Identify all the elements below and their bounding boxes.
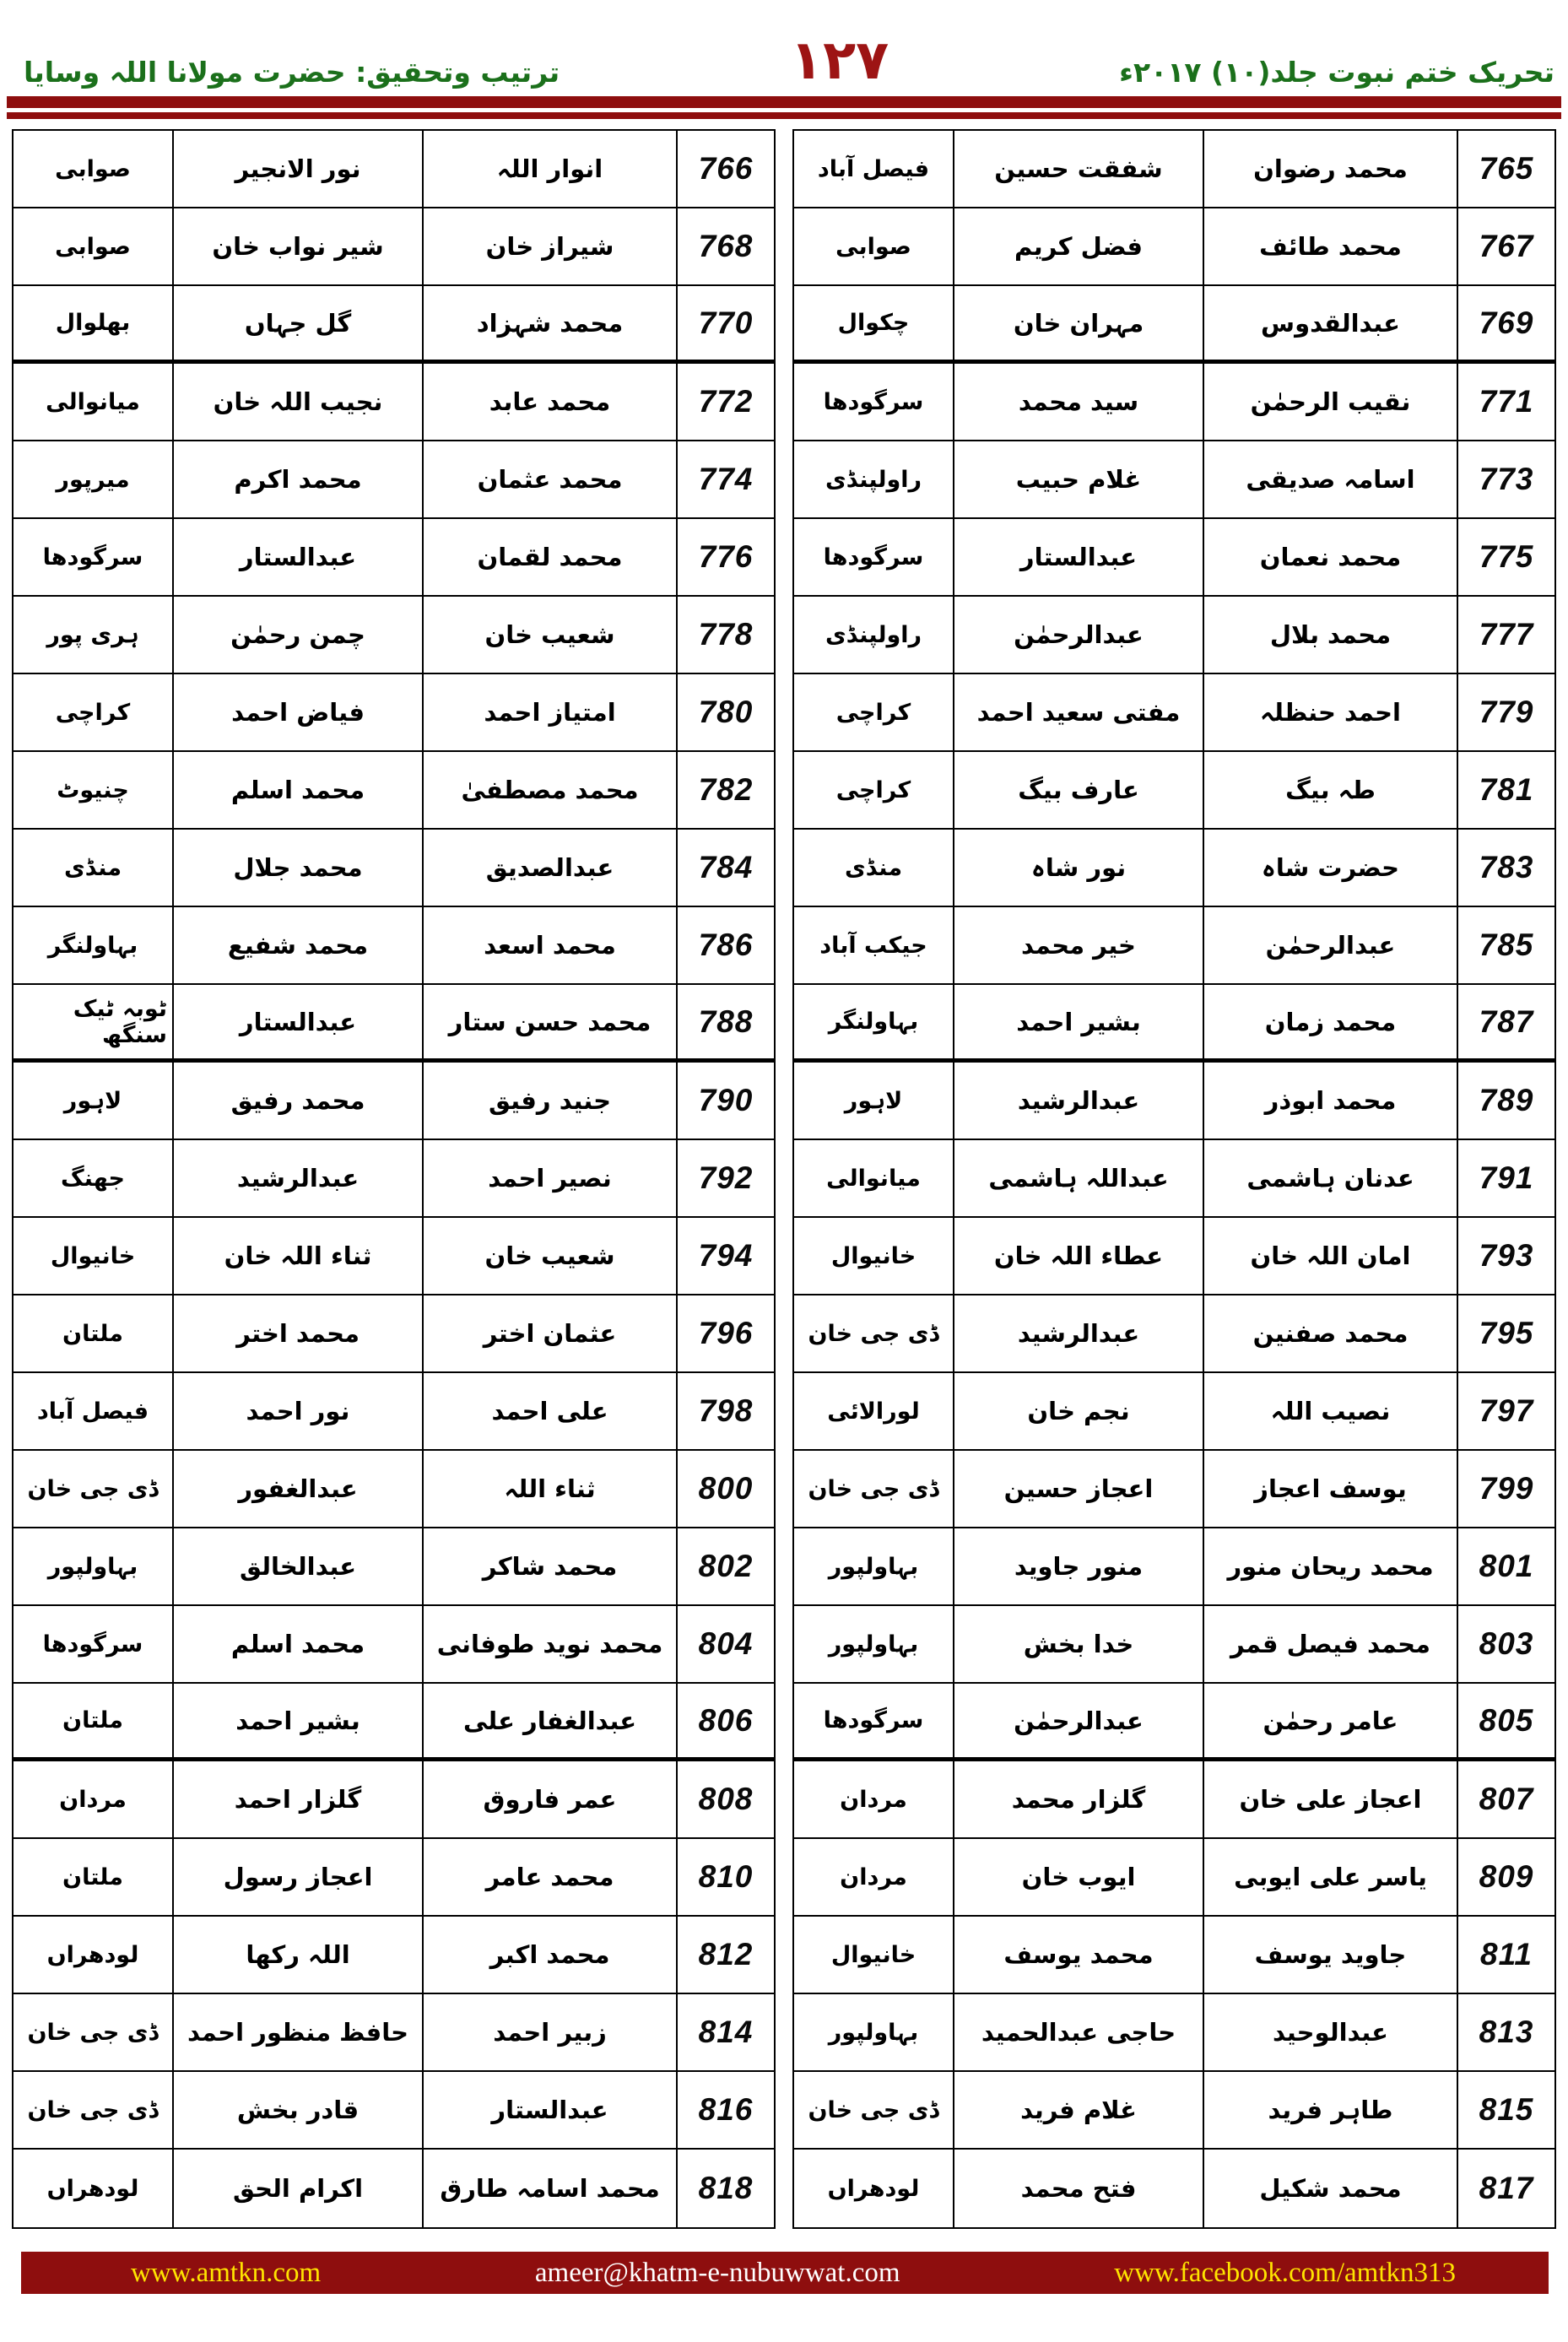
entry-789-father: عبدالرشید [953, 1063, 1203, 1139]
entry-793-father: عطاء اللہ خان [953, 1218, 1203, 1294]
entry-802-father: عبدالخالق [172, 1528, 422, 1604]
table-row [794, 519, 1554, 597]
entry-770-father: گل جہاں [172, 286, 422, 360]
entry-766-name: انوار اللہ [422, 131, 676, 207]
entry-796-name: عثمان اختر [422, 1295, 676, 1371]
entry-778-no: 778 [676, 597, 774, 673]
entry-766-no: 766 [676, 131, 774, 207]
entry-813-name: عبدالوحید [1203, 1994, 1457, 2070]
entry-784-city: منڈی [63, 854, 122, 881]
entry-811-no: 811 [1457, 1917, 1554, 1993]
entry-804-city: سرگودھا [42, 1631, 143, 1658]
entry-768-father: شیر نواب خان [172, 208, 422, 284]
table-row [794, 364, 1554, 441]
entry-775-name: محمد نعمان [1203, 519, 1457, 595]
entry-814-name: زبیر احمد [422, 1994, 676, 2070]
entry-767-no: 767 [1457, 208, 1554, 284]
entry-775-no: 775 [1457, 519, 1554, 595]
members-register-table [12, 129, 1556, 2229]
entry-794-name: شعیب خان [422, 1218, 676, 1294]
entry-780-name: امتیاز احمد [422, 674, 676, 750]
entry-801-city: بہاولپور [828, 1553, 919, 1580]
entry-804-name: محمد نوید طوفانی [422, 1606, 676, 1682]
entry-778-name: شعیب خان [422, 597, 676, 673]
entry-805-name: عامر رحمٰن [1203, 1684, 1457, 1757]
entry-798-father: نور احمد [172, 1373, 422, 1449]
entry-794-father: ثناء اللہ خان [172, 1218, 422, 1294]
entry-784-name: عبدالصدیق [422, 830, 676, 906]
entry-810-father: اعجاز رسول [172, 1839, 422, 1915]
entry-768-city: صوابی [55, 233, 131, 260]
entry-772-city: میانوالی [46, 388, 140, 415]
entry-797-father: نجم خان [953, 1373, 1203, 1449]
entry-789-city: لاہور [844, 1087, 903, 1114]
entry-787-city: بہاولنگر [828, 1009, 919, 1035]
footer-facebook-link: www.facebook.com/amtkn313 [1114, 2257, 1456, 2288]
entry-779-name: احمد حنظلہ [1203, 674, 1457, 750]
entry-774-city: میرپور [56, 466, 130, 493]
table-row [794, 985, 1554, 1063]
entry-787-no: 787 [1457, 985, 1554, 1058]
entry-816-name: عبدالستار [422, 2072, 676, 2148]
table-row [14, 1761, 774, 1839]
entry-783-city: منڈی [844, 854, 903, 881]
table-row [794, 1994, 1554, 2072]
entry-769-name: عبدالقدوس [1203, 286, 1457, 360]
table-row [14, 985, 774, 1063]
entry-788-no: 788 [676, 985, 774, 1058]
table-row [14, 1451, 774, 1528]
entry-784-no: 784 [676, 830, 774, 906]
entry-772-no: 772 [676, 364, 774, 440]
entry-812-city: لودھراں [46, 1941, 139, 1968]
table-row [14, 752, 774, 830]
entry-765-name: محمد رضوان [1203, 131, 1457, 207]
table-row [794, 1140, 1554, 1218]
entry-793-city: خانیوال [830, 1242, 916, 1269]
entry-794-city: خانیوال [50, 1242, 136, 1269]
table-row [794, 674, 1554, 752]
entry-808-city: مردان [59, 1786, 127, 1813]
entry-787-father: بشیر احمد [953, 985, 1203, 1058]
entry-799-city: ڈی جی خان [808, 1475, 939, 1502]
entry-802-no: 802 [676, 1528, 774, 1604]
entry-776-father: عبدالستار [172, 519, 422, 595]
entry-808-no: 808 [676, 1761, 774, 1837]
entry-791-city: میانوالی [826, 1165, 921, 1192]
entry-796-father: محمد اختر [172, 1295, 422, 1371]
entry-791-no: 791 [1457, 1140, 1554, 1216]
book-title-text: تحریک ختم نبوت جلد(۱۰) ۲۰۱۷ء [1119, 56, 1554, 89]
entry-785-name: عبدالرحمٰن [1203, 907, 1457, 983]
entry-815-city: ڈی جی خان [808, 2096, 939, 2123]
entry-795-city: ڈی جی خان [808, 1320, 939, 1347]
entry-782-father: محمد اسلم [172, 752, 422, 828]
table-row [794, 1528, 1554, 1606]
entry-815-no: 815 [1457, 2072, 1554, 2148]
entry-803-name: محمد فیصل قمر [1203, 1606, 1457, 1682]
entry-786-name: محمد اسعد [422, 907, 676, 983]
entry-809-name: یاسر علی ایوبی [1203, 1839, 1457, 1915]
entry-797-no: 797 [1457, 1373, 1554, 1449]
entry-816-father: قادر بخش [172, 2072, 422, 2148]
entry-813-city: بہاولپور [828, 2019, 919, 2046]
entry-783-father: نور شاہ [953, 830, 1203, 906]
table-row [794, 1606, 1554, 1684]
entry-782-city: چنیوٹ [57, 776, 129, 803]
entry-805-father: عبدالرحمٰن [953, 1684, 1203, 1757]
entry-797-city: لورالائی [827, 1398, 920, 1425]
entry-798-no: 798 [676, 1373, 774, 1449]
entry-779-city: کراچی [835, 699, 911, 726]
entry-813-father: حاجی عبدالحمید [953, 1994, 1203, 2070]
entry-803-father: خدا بخش [953, 1606, 1203, 1682]
entry-806-no: 806 [676, 1684, 774, 1757]
entry-766-father: نور الانجیر [172, 131, 422, 207]
entry-803-city: بہاولپور [828, 1631, 919, 1658]
entry-796-city: ملتان [62, 1320, 123, 1347]
entry-771-father: سید محمد [953, 364, 1203, 440]
entry-793-name: امان اللہ خان [1203, 1218, 1457, 1294]
entry-773-no: 773 [1457, 441, 1554, 517]
entry-790-city: لاہور [63, 1087, 122, 1114]
entry-800-name: ثناء اللہ [422, 1451, 676, 1527]
table-row [14, 1994, 774, 2072]
entry-809-no: 809 [1457, 1839, 1554, 1915]
entry-768-no: 768 [676, 208, 774, 284]
entry-769-no: 769 [1457, 286, 1554, 360]
entry-814-city: ڈی جی خان [27, 2019, 159, 2046]
entry-803-no: 803 [1457, 1606, 1554, 1682]
entry-790-father: محمد رفیق [172, 1063, 422, 1139]
entry-769-father: مہران خان [953, 286, 1203, 360]
entry-786-no: 786 [676, 907, 774, 983]
entry-795-name: محمد صفنین [1203, 1295, 1457, 1371]
entry-772-name: محمد عابد [422, 364, 676, 440]
entry-777-no: 777 [1457, 597, 1554, 673]
table-row [14, 1684, 774, 1761]
entry-773-father: غلام حبیب [953, 441, 1203, 517]
entry-777-father: عبدالرحمٰن [953, 597, 1203, 673]
table-row [14, 364, 774, 441]
entry-815-name: طاہر فرید [1203, 2072, 1457, 2148]
entry-793-no: 793 [1457, 1218, 1554, 1294]
entry-799-father: اعجاز حسین [953, 1451, 1203, 1527]
entry-816-city: ڈی جی خان [27, 2096, 159, 2123]
table-row [14, 1295, 774, 1373]
entry-772-father: نجیب اللہ خان [172, 364, 422, 440]
table-row [14, 441, 774, 519]
entry-781-father: عارف بیگ [953, 752, 1203, 828]
entry-794-no: 794 [676, 1218, 774, 1294]
entry-778-city: ہری پور [46, 621, 139, 648]
entry-807-no: 807 [1457, 1761, 1554, 1837]
table-row [14, 1839, 774, 1917]
table-row [14, 1373, 774, 1451]
table-row [14, 1917, 774, 1994]
entry-768-name: شیراز خان [422, 208, 676, 284]
entry-774-name: محمد عثمان [422, 441, 676, 517]
table-row [794, 2072, 1554, 2150]
page-number: ۱۲۷ [790, 30, 889, 92]
entry-800-father: عبدالغفور [172, 1451, 422, 1527]
entry-780-city: کراچی [55, 699, 131, 726]
entry-765-city: فیصل آباد [817, 155, 930, 182]
entry-789-no: 789 [1457, 1063, 1554, 1139]
entry-801-name: محمد ریحان منور [1203, 1528, 1457, 1604]
entry-780-father: فیاض احمد [172, 674, 422, 750]
entry-791-father: عبداللہ ہاشمی [953, 1140, 1203, 1216]
entry-805-no: 805 [1457, 1684, 1554, 1757]
table-row [14, 1063, 774, 1140]
entry-799-no: 799 [1457, 1451, 1554, 1527]
entry-776-no: 776 [676, 519, 774, 595]
entry-765-no: 765 [1457, 131, 1554, 207]
entry-771-name: نقیب الرحمٰن [1203, 364, 1457, 440]
entry-770-name: محمد شہزاد [422, 286, 676, 360]
entry-818-father: اکرام الحق [172, 2150, 422, 2227]
entry-769-city: چکوال [837, 310, 910, 336]
table-row [794, 597, 1554, 674]
footer-email-address: ameer@khatm-e-nubuwwat.com [534, 2257, 900, 2288]
entry-799-name: یوسف اعجاز [1203, 1451, 1457, 1527]
entry-816-no: 816 [676, 2072, 774, 2148]
table-row [14, 2150, 774, 2227]
table-left-half [12, 129, 776, 2229]
entry-775-city: سرگودھا [823, 544, 924, 571]
entry-795-no: 795 [1457, 1295, 1554, 1371]
entry-796-no: 796 [676, 1295, 774, 1371]
entry-801-no: 801 [1457, 1528, 1554, 1604]
entry-818-no: 818 [676, 2150, 774, 2227]
entry-812-no: 812 [676, 1917, 774, 1993]
entry-801-father: منور جاوید [953, 1528, 1203, 1604]
entry-774-no: 774 [676, 441, 774, 517]
table-right-half [792, 129, 1556, 2229]
table-row [794, 1063, 1554, 1140]
entry-810-city: ملتان [62, 1863, 123, 1890]
entry-814-father: حافظ منظور احمد [172, 1994, 422, 2070]
entry-781-no: 781 [1457, 752, 1554, 828]
entry-770-city: بھلوال [55, 310, 131, 336]
table-row [794, 208, 1554, 286]
entry-775-father: عبدالستار [953, 519, 1203, 595]
page-header [0, 0, 1568, 95]
entry-770-no: 770 [676, 286, 774, 360]
entry-788-father: عبدالستار [172, 985, 422, 1058]
entry-785-father: خیر محمد [953, 907, 1203, 983]
entry-767-city: صوابی [835, 233, 911, 260]
footer-bar [21, 2252, 1549, 2294]
table-row [794, 1373, 1554, 1451]
entry-818-name: محمد اسامہ طارق [422, 2150, 676, 2227]
entry-811-father: محمد یوسف [953, 1917, 1203, 1993]
entry-810-name: محمد عامر [422, 1839, 676, 1915]
entry-812-father: اللہ رکھا [172, 1917, 422, 1993]
entry-792-no: 792 [676, 1140, 774, 1216]
entry-790-no: 790 [676, 1063, 774, 1139]
entry-808-father: گلزار احمد [172, 1761, 422, 1837]
entry-773-city: راولپنڈی [825, 466, 922, 493]
entry-811-name: جاوید یوسف [1203, 1917, 1457, 1993]
table-row [794, 830, 1554, 907]
entry-771-city: سرگودھا [823, 388, 924, 415]
entry-782-name: محمد مصطفیٰ [422, 752, 676, 828]
entry-785-city: جیکب آباد [819, 932, 927, 959]
table-row [14, 131, 774, 208]
entry-814-no: 814 [676, 1994, 774, 2070]
entry-765-father: شفقت حسین [953, 131, 1203, 207]
entry-792-father: عبدالرشید [172, 1140, 422, 1216]
entry-776-city: سرگودھا [42, 544, 143, 571]
entry-783-name: حضرت شاہ [1203, 830, 1457, 906]
table-row [794, 1839, 1554, 1917]
table-row [794, 131, 1554, 208]
entry-779-no: 779 [1457, 674, 1554, 750]
entry-815-father: غلام فرید [953, 2072, 1203, 2148]
entry-790-name: جنید رفیق [422, 1063, 676, 1139]
entry-788-city: ٹوبہ ٹیک سنگھ [73, 995, 167, 1048]
entry-800-no: 800 [676, 1451, 774, 1527]
entry-791-name: عدنان ہاشمی [1203, 1140, 1457, 1216]
entry-792-name: نصیر احمد [422, 1140, 676, 1216]
entry-807-name: اعجاز علی خان [1203, 1761, 1457, 1837]
entry-808-name: عمر فاروق [422, 1761, 676, 1837]
entry-771-no: 771 [1457, 364, 1554, 440]
table-row [794, 2150, 1554, 2227]
entry-798-name: علی احمد [422, 1373, 676, 1449]
entry-802-name: محمد شاکر [422, 1528, 676, 1604]
entry-817-name: محمد شکیل [1203, 2150, 1457, 2227]
entry-806-city: ملتان [62, 1707, 123, 1734]
entry-817-no: 817 [1457, 2150, 1554, 2227]
entry-788-name: محمد حسن ستار [422, 985, 676, 1058]
entry-773-name: اسامہ صدیقی [1203, 441, 1457, 517]
table-row [14, 208, 774, 286]
table-row [14, 597, 774, 674]
entry-811-city: خانیوال [830, 1941, 916, 1968]
entry-807-father: گلزار محمد [953, 1761, 1203, 1837]
entry-798-city: فیصل آباد [36, 1398, 149, 1425]
entry-787-name: محمد زمان [1203, 985, 1457, 1058]
entry-804-father: محمد اسلم [172, 1606, 422, 1682]
entry-792-city: جھنگ [61, 1165, 125, 1192]
table-row [794, 286, 1554, 364]
entry-785-no: 785 [1457, 907, 1554, 983]
entry-777-name: محمد بلال [1203, 597, 1457, 673]
table-row [794, 441, 1554, 519]
entry-804-no: 804 [676, 1606, 774, 1682]
entry-767-name: محمد طائف [1203, 208, 1457, 284]
entry-817-father: فتح محمد [953, 2150, 1203, 2227]
entry-795-father: عبدالرشید [953, 1295, 1203, 1371]
table-row [14, 1606, 774, 1684]
entry-818-city: لودھراں [46, 2175, 139, 2202]
entry-777-city: راولپنڈی [825, 621, 922, 648]
table-row [14, 2072, 774, 2150]
entry-778-father: چمن رحمٰن [172, 597, 422, 673]
table-row [794, 1451, 1554, 1528]
table-row [14, 907, 774, 985]
entry-776-name: محمد لقمان [422, 519, 676, 595]
entry-806-name: عبدالغفار علی [422, 1684, 676, 1757]
editor-credit-text: ترتیب وتحقیق: حضرت مولانا اللہ وسایا [24, 56, 560, 89]
entry-812-name: محمد اکبر [422, 1917, 676, 1993]
entry-774-father: محمد اکرم [172, 441, 422, 517]
table-row [14, 674, 774, 752]
table-row [14, 830, 774, 907]
table-row [14, 1218, 774, 1295]
entry-806-father: بشیر احمد [172, 1684, 422, 1757]
entry-802-city: بہاولپور [47, 1553, 138, 1580]
entry-810-no: 810 [676, 1839, 774, 1915]
entry-807-city: مردان [840, 1786, 907, 1813]
entry-781-city: کراچی [835, 776, 911, 803]
table-row [794, 1684, 1554, 1761]
entry-805-city: سرگودھا [823, 1707, 924, 1734]
entry-781-name: طہ بیگ [1203, 752, 1457, 828]
entry-784-father: محمد جلال [172, 830, 422, 906]
entry-782-no: 782 [676, 752, 774, 828]
entry-809-city: مردان [840, 1863, 907, 1890]
header-divider-thick [7, 96, 1561, 108]
entry-797-name: نصیب اللہ [1203, 1373, 1457, 1449]
entry-789-name: محمد ابوذر [1203, 1063, 1457, 1139]
table-center-gutter [776, 129, 792, 2229]
entry-780-no: 780 [676, 674, 774, 750]
table-row [794, 1295, 1554, 1373]
footer-website-link: www.amtkn.com [131, 2257, 322, 2288]
entry-786-city: بہاولنگر [47, 932, 138, 959]
entry-779-father: مفتی سعید احمد [953, 674, 1203, 750]
table-row [14, 286, 774, 364]
table-row [794, 907, 1554, 985]
entry-766-city: صوابی [55, 155, 131, 182]
table-row [14, 1140, 774, 1218]
entry-786-father: محمد شفیع [172, 907, 422, 983]
table-row [794, 1917, 1554, 1994]
table-row [794, 1218, 1554, 1295]
entry-817-city: لودھراں [827, 2175, 920, 2202]
table-row [14, 1528, 774, 1606]
entry-783-no: 783 [1457, 830, 1554, 906]
table-row [794, 1761, 1554, 1839]
header-divider-thin [7, 112, 1561, 119]
entry-767-father: فضل کریم [953, 208, 1203, 284]
table-row [14, 519, 774, 597]
table-row [794, 752, 1554, 830]
entry-813-no: 813 [1457, 1994, 1554, 2070]
entry-809-father: ایوب خان [953, 1839, 1203, 1915]
entry-800-city: ڈی جی خان [27, 1475, 159, 1502]
